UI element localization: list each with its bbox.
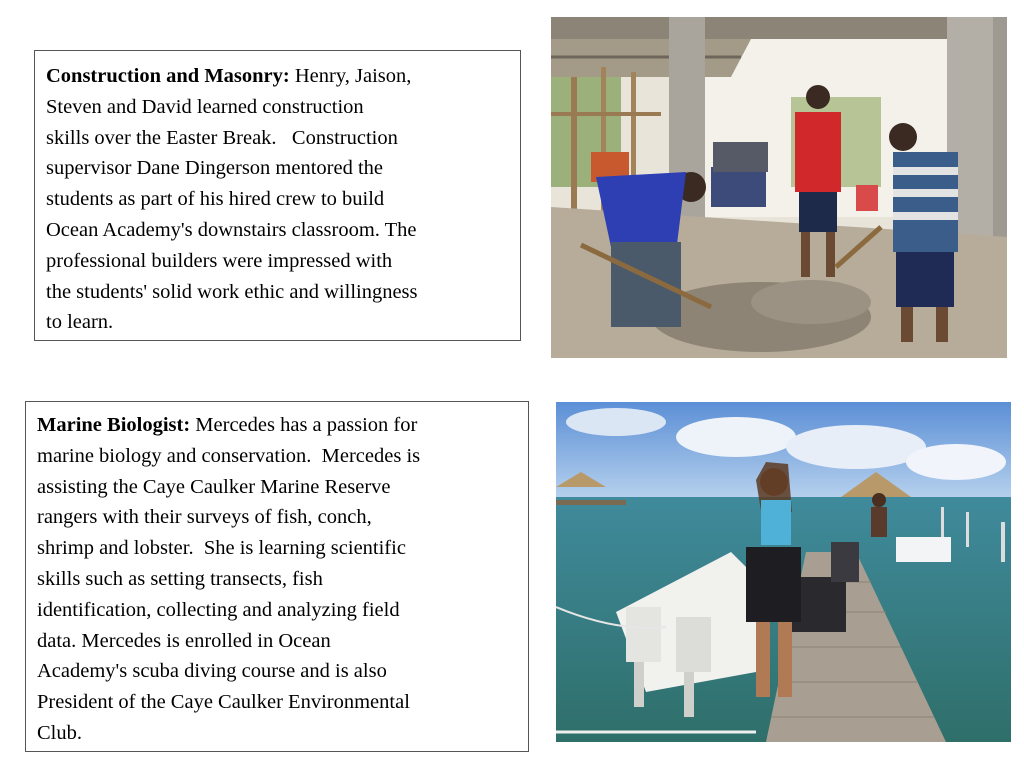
marine-caption-line: data. Mercedes is enrolled in Ocean bbox=[37, 629, 331, 652]
marine-caption-line: identification, collecting and analyzing field bbox=[37, 598, 400, 621]
marine-caption-line: President of the Caye Caulker Environmental bbox=[37, 691, 410, 714]
marine-photo bbox=[556, 402, 1011, 742]
marine-caption-line: marine biology and conservation. Mercedes is bbox=[37, 444, 421, 467]
marine-heading: Marine Biologist: bbox=[37, 414, 191, 436]
construction-caption-line-text: Henry, Jaison, bbox=[289, 65, 412, 87]
construction-caption-line: to learn. bbox=[46, 311, 114, 334]
construction-caption-line bbox=[46, 61, 510, 92]
marine-caption-line: rangers with their surveys of fish, conch, bbox=[37, 506, 372, 529]
construction-caption-line: Ocean Academy's downstairs classroom. The bbox=[46, 218, 417, 241]
construction-caption-box bbox=[34, 50, 521, 341]
construction-caption-line: Steven and David learned construction bbox=[46, 95, 364, 118]
marine-caption-line: assisting the Caye Caulker Marine Reserve bbox=[37, 475, 391, 498]
marine-caption-box bbox=[25, 401, 529, 752]
marine-caption-line bbox=[37, 410, 518, 441]
marine-caption-line-text: Mercedes has a passion for bbox=[190, 414, 418, 436]
marine-caption-line: shrimp and lobster. She is learning scientific bbox=[37, 537, 406, 560]
construction-caption-line: professional builders were impressed with bbox=[46, 249, 393, 272]
construction-caption-line: supervisor Dane Dingerson mentored the bbox=[46, 157, 384, 180]
construction-caption-line: the students' solid work ethic and willingness bbox=[46, 280, 418, 303]
construction-heading: Construction and Masonry: bbox=[46, 65, 290, 87]
construction-photo bbox=[551, 17, 1007, 358]
marine-caption-line: Club. bbox=[37, 721, 82, 744]
marine-caption-line: Academy's scuba diving course and is also bbox=[37, 660, 387, 683]
construction-caption-line: students as part of his hired crew to build bbox=[46, 188, 385, 211]
marine-caption-line: skills such as setting transects, fish bbox=[37, 567, 323, 590]
construction-caption-line: skills over the Easter Break. Construction bbox=[46, 126, 398, 149]
